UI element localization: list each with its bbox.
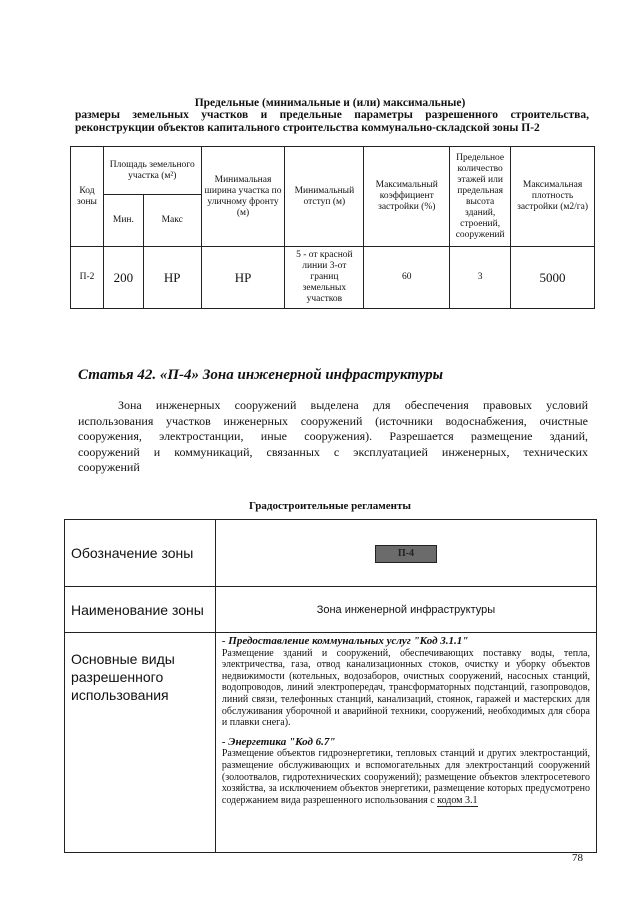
col-code-header: Код зоны (71, 147, 104, 247)
regulations-heading: Градостроительные регламенты (248, 500, 411, 512)
cell-width: НР (201, 247, 285, 309)
table-row (65, 633, 597, 853)
use2-title: - Энергетика "Код 6.7" (221, 735, 336, 748)
cell-setback: 5 - от красной линии 3-от границ земельных участков (285, 247, 364, 309)
use2-code-link[interactable]: кодом 3.1 (437, 794, 478, 806)
limits-subtitle-line2: реконструкции объектов капитального строительства коммунально-складской зоны П-2 (75, 122, 540, 134)
col-setback-header: Минимальный отступ (м) (285, 147, 364, 247)
col-coef-header: Максимальный коэффициент застройки (%) (364, 147, 450, 247)
name-label: Наименование зоны (65, 587, 216, 633)
col-area-header: Площадь земельного участка (м²) (103, 147, 201, 195)
limits-title: Предельные (минимальные и (или) максимальные) (194, 97, 466, 109)
zone-label: Обозначение зоны (65, 520, 216, 587)
use1-text: Размещение зданий и сооружений, обеспечивающих поставку воды, тепла, электричества, газа, отвод канализационных стоков, очистку и уборку объектов недвижимости (котельных, водозаборов, очистных сооружений, насосных станций, водопроводов, линий электропередач, трансформаторных подстанций, газопроводов, линий связи, телефонных станций, канализаций, стоянок, гаражей и мастерских для обслуживания уборочной и аварийной техники, сооружений, необходимых для сбора и плавки снега). (221, 647, 590, 729)
para-line: сооружений и коммуникаций, связанных с эксплуатацией инженерных, технических (78, 444, 588, 459)
table-row (65, 520, 597, 587)
limits-subtitle (75, 109, 589, 135)
uses-label: Основные виды разрешенного использования (65, 633, 216, 853)
cell-min: 200 (103, 247, 143, 309)
para-line: сооружения, электростанции, иные сооружения). Разрешается размещение зданий, (78, 429, 588, 444)
cell-code: П-2 (71, 247, 104, 309)
zone-name: Зона инженерной инфраструктуры (215, 587, 596, 633)
limits-subtitle-line1: размеры земельных участков и предельные параметры разрешенного строительства, (75, 109, 589, 121)
para-line: сооружений (78, 460, 140, 475)
limits-table (70, 146, 595, 309)
cell-coef: 60 (364, 247, 450, 309)
col-width-header: Минимальная ширина участка по уличному фронту (м) (201, 147, 285, 247)
col-max-header: Макс (143, 195, 201, 247)
regulations-table (64, 519, 597, 853)
use2-text: Размещение объектов гидроэнергетики, тепловых станций и других электростанций, размещение обслуживающих и вспомогательных для электростанций сооружений (золоотвалов, гидротехнических сооружений); размещение объектов электросетевого хозяйства, за исключением объектов энергетики, размещение которых предусмотрено содержанием вида разрешенного использования с (221, 748, 590, 806)
col-density-header: Максимальная плотность застройки (м2/га) (511, 147, 595, 247)
page-number: 78 (572, 852, 583, 864)
cell-floors: 3 (450, 247, 511, 309)
zone-code-badge: П-4 (375, 545, 437, 563)
col-floors-header: Предельное количество этажей или предельная высота зданий, строений, сооружений (450, 147, 511, 247)
cell-density: 5000 (511, 247, 595, 309)
table-row (71, 247, 595, 309)
cell-max: НР (143, 247, 201, 309)
table-row (65, 587, 597, 633)
para-line: Зона инженерных сооружений выделена для обеспечения правовых условий (118, 398, 588, 412)
use1-title: - Предоставление коммунальных услуг "Код 3.1.1" (221, 635, 469, 647)
article-paragraph (78, 398, 588, 476)
para-line: использования участков инженерных сооружений (источники водоснабжения, очистные (78, 413, 588, 428)
col-min-header: Мин. (103, 195, 143, 247)
article-title: Статья 42. «П-4» Зона инженерной инфраструктуры (78, 367, 444, 383)
